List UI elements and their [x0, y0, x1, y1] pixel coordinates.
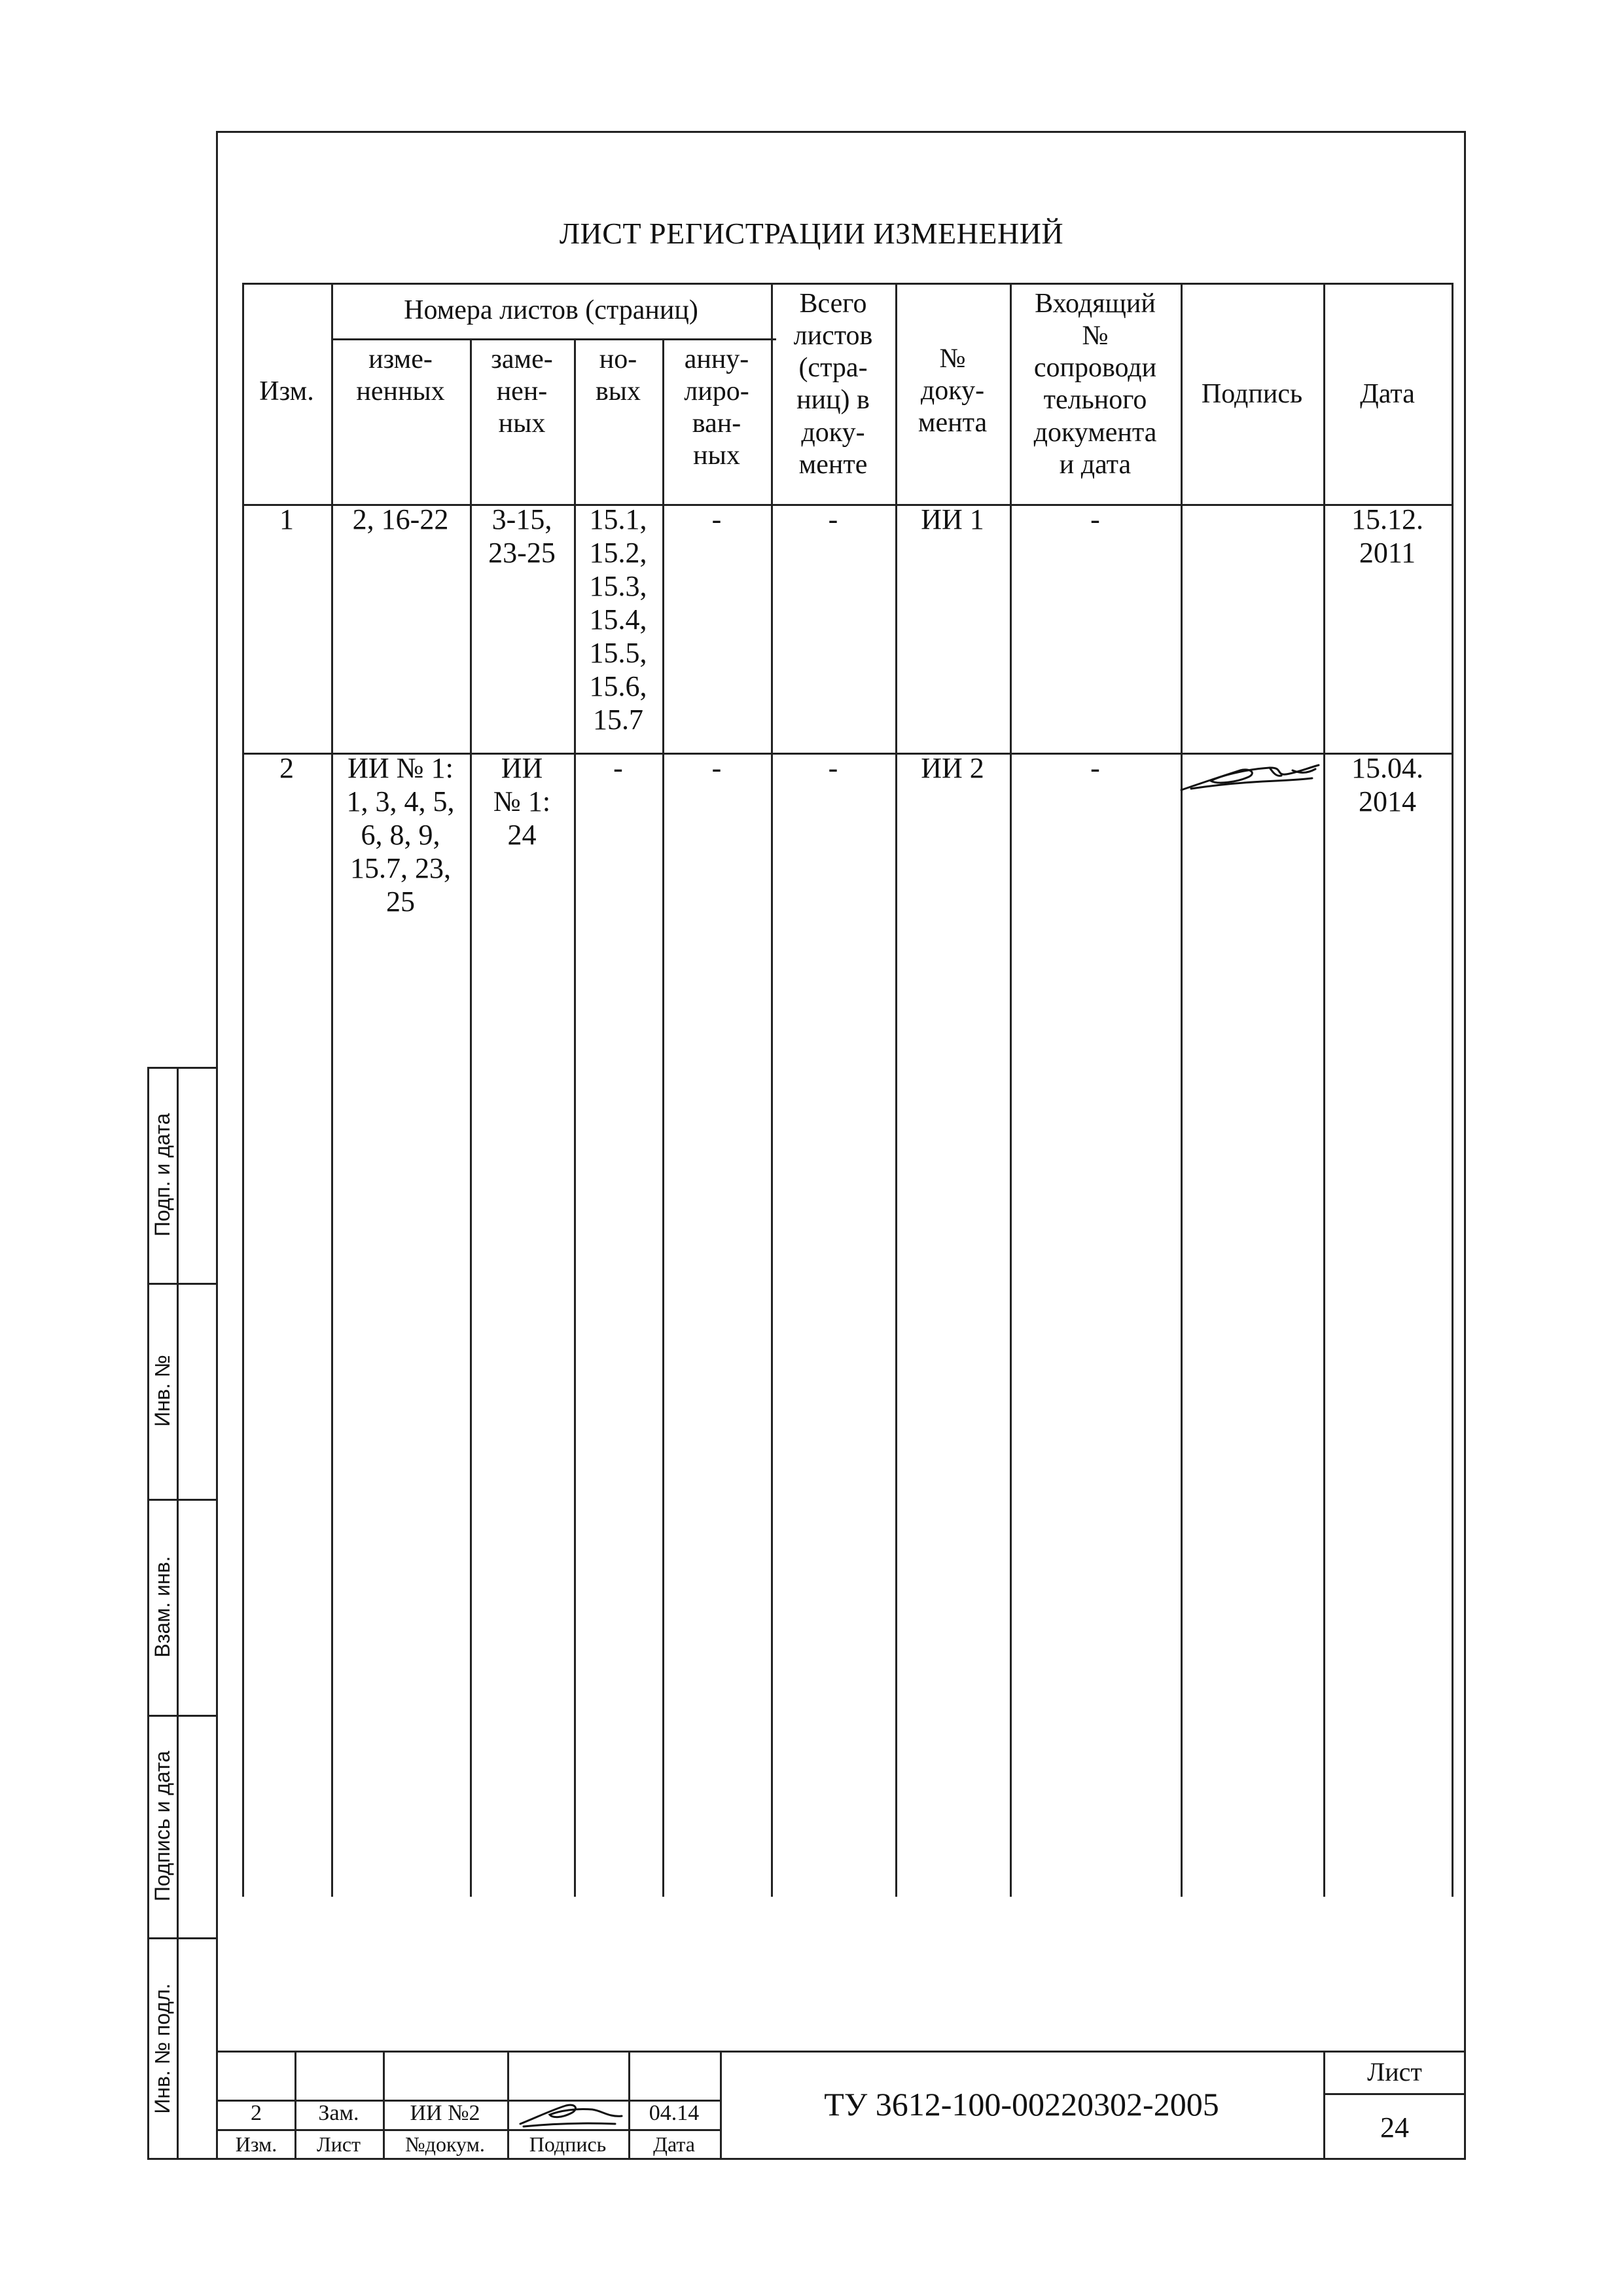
sheet-label: Лист: [1367, 2057, 1422, 2087]
row1-new: 15.1, 15.2, 15.3, 15.4, 15.5, 15.6, 15.7: [589, 503, 647, 736]
header-changed: изме- ненных: [356, 344, 445, 407]
tb-signature-image: [517, 2098, 625, 2130]
tb-izm-label: Изм.: [235, 2132, 277, 2156]
header-incoming: Входящий № сопроводи тельного документа и дата: [1033, 289, 1157, 480]
header-signature: Подпись: [1201, 379, 1303, 409]
row1-incoming: -: [1090, 503, 1100, 535]
tb-docum-label: №докум.: [405, 2132, 485, 2156]
sheet-number: 24: [1380, 2111, 1409, 2144]
row2-annulled: -: [711, 752, 722, 784]
header-annulled: анну- лиро- ван- ных: [684, 344, 749, 471]
row2-new: -: [613, 752, 623, 784]
row1-changed: 2, 16-22: [352, 503, 449, 535]
tb-date-label: Дата: [653, 2132, 695, 2156]
row2-docnum: ИИ 2: [921, 752, 984, 784]
stamp-label-signature-date-1: Подп. и дата: [151, 1113, 174, 1237]
header-sheet-numbers-group: Номера листов (страниц): [404, 295, 698, 325]
stamp-label-original-inventory: Инв. № подл.: [151, 1983, 174, 2114]
row1-annulled: -: [711, 503, 722, 535]
tb-list-value: Зам.: [318, 2101, 359, 2125]
row1-izm: 1: [279, 503, 294, 535]
tb-signature-label: Подпись: [529, 2132, 607, 2156]
stamp-label-replacement-inventory: Взам. инв.: [151, 1556, 174, 1658]
header-document-number: № доку- мента: [918, 344, 988, 439]
header-total-sheets: Всего листов (стра- ниц) в доку- менте: [793, 289, 873, 480]
row2-izm: 2: [279, 752, 294, 784]
row1-date: 15.12. 2011: [1351, 503, 1423, 569]
row2-signature-image: [1178, 756, 1325, 802]
header-izm: Изм.: [259, 376, 314, 406]
row2-replaced: ИИ № 1: 24: [493, 752, 551, 852]
tb-docum-value: ИИ №2: [410, 2101, 480, 2125]
row1-replaced: 3-15, 23-25: [488, 503, 556, 569]
document-code: ТУ 3612-100-00220302-2005: [824, 2086, 1219, 2123]
row2-changed: ИИ № 1: 1, 3, 4, 5, 6, 8, 9, 15.7, 23, 25: [346, 752, 455, 918]
row1-total: -: [828, 503, 838, 535]
row2-incoming: -: [1090, 752, 1100, 784]
row1-docnum: ИИ 1: [921, 503, 984, 535]
header-new: но- вых: [595, 344, 641, 407]
row2-date: 15.04. 2014: [1351, 752, 1423, 818]
stamp-label-inventory-number: Инв. №: [151, 1355, 174, 1427]
header-date: Дата: [1360, 379, 1415, 409]
tb-izm-value: 2: [251, 2101, 262, 2125]
header-replaced: заме- нен- ных: [491, 344, 553, 439]
tb-date-value: 04.14: [649, 2101, 700, 2125]
page-title: ЛИСТ РЕГИСТРАЦИИ ИЗМЕНЕНИЙ: [559, 217, 1064, 250]
tb-list-label: Лист: [316, 2132, 361, 2156]
stamp-label-signature-date-2: Подпись и дата: [151, 1750, 174, 1902]
row2-total: -: [828, 752, 838, 784]
